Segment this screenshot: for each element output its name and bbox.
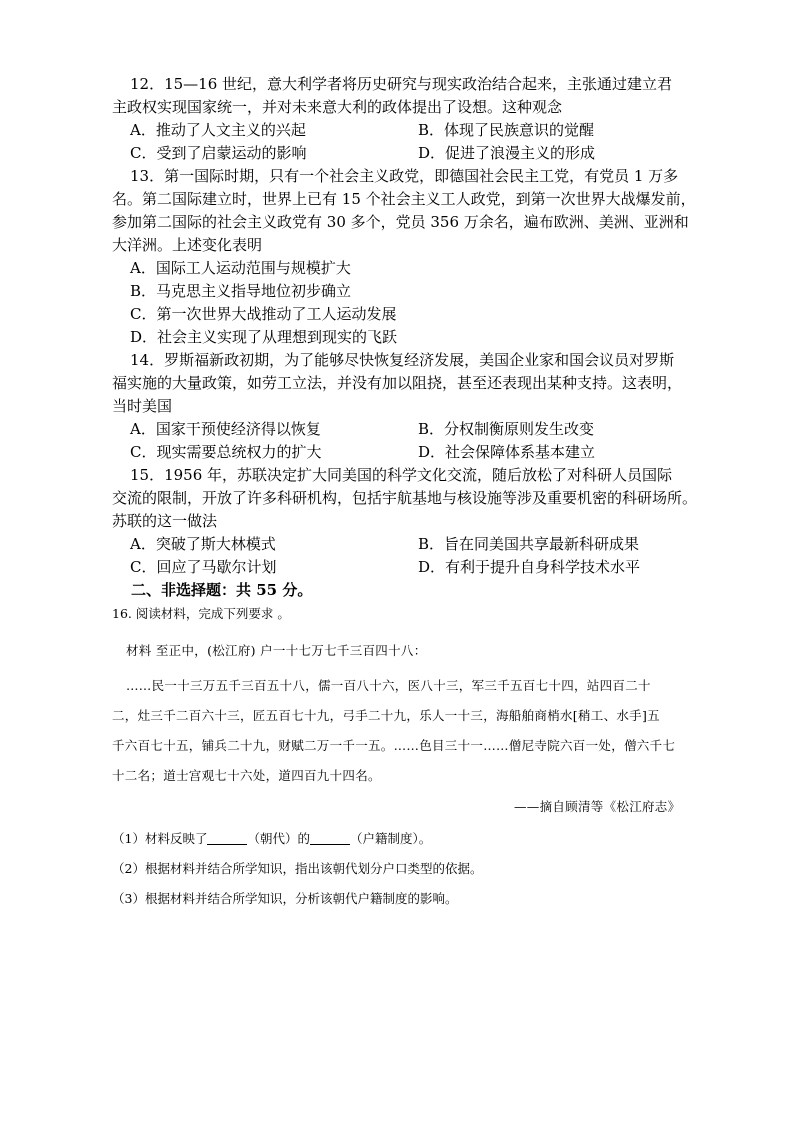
q14-stem-line-3: 当时美国 [112, 397, 173, 415]
q16-sub1-blank-system[interactable] [310, 830, 350, 845]
q15-option-a: A．突破了斯大林模式 [130, 535, 276, 553]
q12-option-a: A．推动了人文主义的兴起 [130, 121, 306, 139]
q16-material-line-5: 十二名；道士宫观七十六处，道四百九十四名。 [112, 768, 381, 783]
q14-option-b: B．分权制衡原则发生改变 [418, 420, 595, 438]
q16-intro: 16. 阅读材料，完成下列要求 。 [112, 606, 290, 621]
q16-sub1-text-c: （户籍制度）。 [349, 831, 432, 846]
q12-stem-line-1: 12．15—16 世纪，意大利学者将历史研究与现实政治结合起来，主张通过建立君 [130, 75, 673, 93]
q13-option-a: A．国际工人运动范围与规模扩大 [130, 259, 351, 277]
q16-material-line-2: ……民一十三万五千三百五十八，儒一百八十六，医八十三，军三千五百七十四，站四百二十 [126, 678, 651, 693]
q15-option-b: B．旨在同美国共享最新科研成果 [418, 535, 640, 553]
q14-option-c: C．现实需要总统权力的扩大 [130, 443, 322, 461]
q16-material-line-3: 二，灶三千二百六十三，匠五百七十九，弓手二十九，乐人一十三，海船舶商梢水[稍工、水手]五 [112, 708, 660, 723]
q16-sub1-blank-dynasty[interactable] [207, 830, 247, 845]
q14-stem-line-2: 福实施的大量政策，如劳工立法，并没有加以阻挠，甚至还表现出某种支持。这表明， [112, 374, 683, 392]
q15-stem-line-2: 交流的限制，开放了许多科研机构，包括宇航基地与核设施等涉及重要机密的科研场所。 [112, 489, 698, 507]
q16-material-line-4: 千六百七十五，铺兵二十九，财赋二万一千一五。……色目三十一……僧尼寺院六百一处，僧六千七 [112, 738, 676, 753]
q13-stem-line-4: 大洋洲。上述变化表明 [112, 236, 263, 254]
q12-option-c: C．受到了启蒙运动的影响 [130, 144, 307, 162]
q16-sub1-text-a: （1）材料反映了 [112, 831, 208, 846]
q14-option-a: A．国家干预使经济得以恢复 [130, 420, 321, 438]
q14-option-d: D．社会保障体系基本建立 [418, 443, 596, 461]
q13-option-b: B．马克思主义指导地位初步确立 [130, 282, 352, 300]
q16-sub1-text-b: （朝代）的 [247, 831, 310, 846]
q13-option-d: D．社会主义实现了从理想到现实的飞跃 [130, 328, 398, 346]
q13-stem-line-3: 参加第二国际的社会主义政党有 30 多个，党员 356 万余名，遍布欧洲、美洲、亚洲和 [112, 213, 689, 231]
q14-stem-line-1: 14．罗斯福新政初期，为了能够尽快恢复经济发展，美国企业家和国会议员对罗斯 [130, 351, 675, 369]
q15-stem-line-3: 苏联的这一做法 [112, 512, 218, 530]
q15-option-d: D．有利于提升自身科学技术水平 [418, 558, 641, 576]
q16-material-source: ——摘自顾清等《松江府志》 [514, 799, 681, 814]
q13-option-c: C．第一次世界大战推动了工人运动发展 [130, 305, 397, 323]
q16-material-line-1: 材料 至正中，(松江府) 户一十七万七千三百四十八： [126, 643, 427, 658]
q12-option-d: D．促进了浪漫主义的形成 [418, 144, 596, 162]
q12-stem-line-2: 主政权实现国家统一，并对未来意大利的政体提出了设想。这种观念 [112, 98, 563, 116]
q16-subquestion-1 [112, 829, 431, 849]
q16-subquestion-3: （3）根据材料并结合所学知识，分析该朝代户籍制度的影响。 [112, 891, 458, 906]
q16-subquestion-2: （2）根据材料并结合所学知识，指出该朝代划分户口类型的依据。 [112, 861, 483, 876]
q13-stem-line-1: 13．第一国际时期，只有一个社会主义政党，即德国社会民主工党，有党员 1 万多 [130, 167, 679, 185]
q13-stem-line-2: 名。第二国际建立时，世界上已有 15 个社会主义工人政党，到第一次世界大战爆发前， [112, 190, 696, 208]
q12-option-b: B．体现了民族意识的觉醒 [418, 121, 595, 139]
q15-option-c: C．回应了马歇尔计划 [130, 558, 277, 576]
section-2-heading: 二、非选择题：共 55 分。 [131, 581, 313, 599]
q15-stem-line-1: 15．1956 年，苏联决定扩大同美国的科学文化交流，随后放松了对科研人员国际 [130, 466, 673, 484]
